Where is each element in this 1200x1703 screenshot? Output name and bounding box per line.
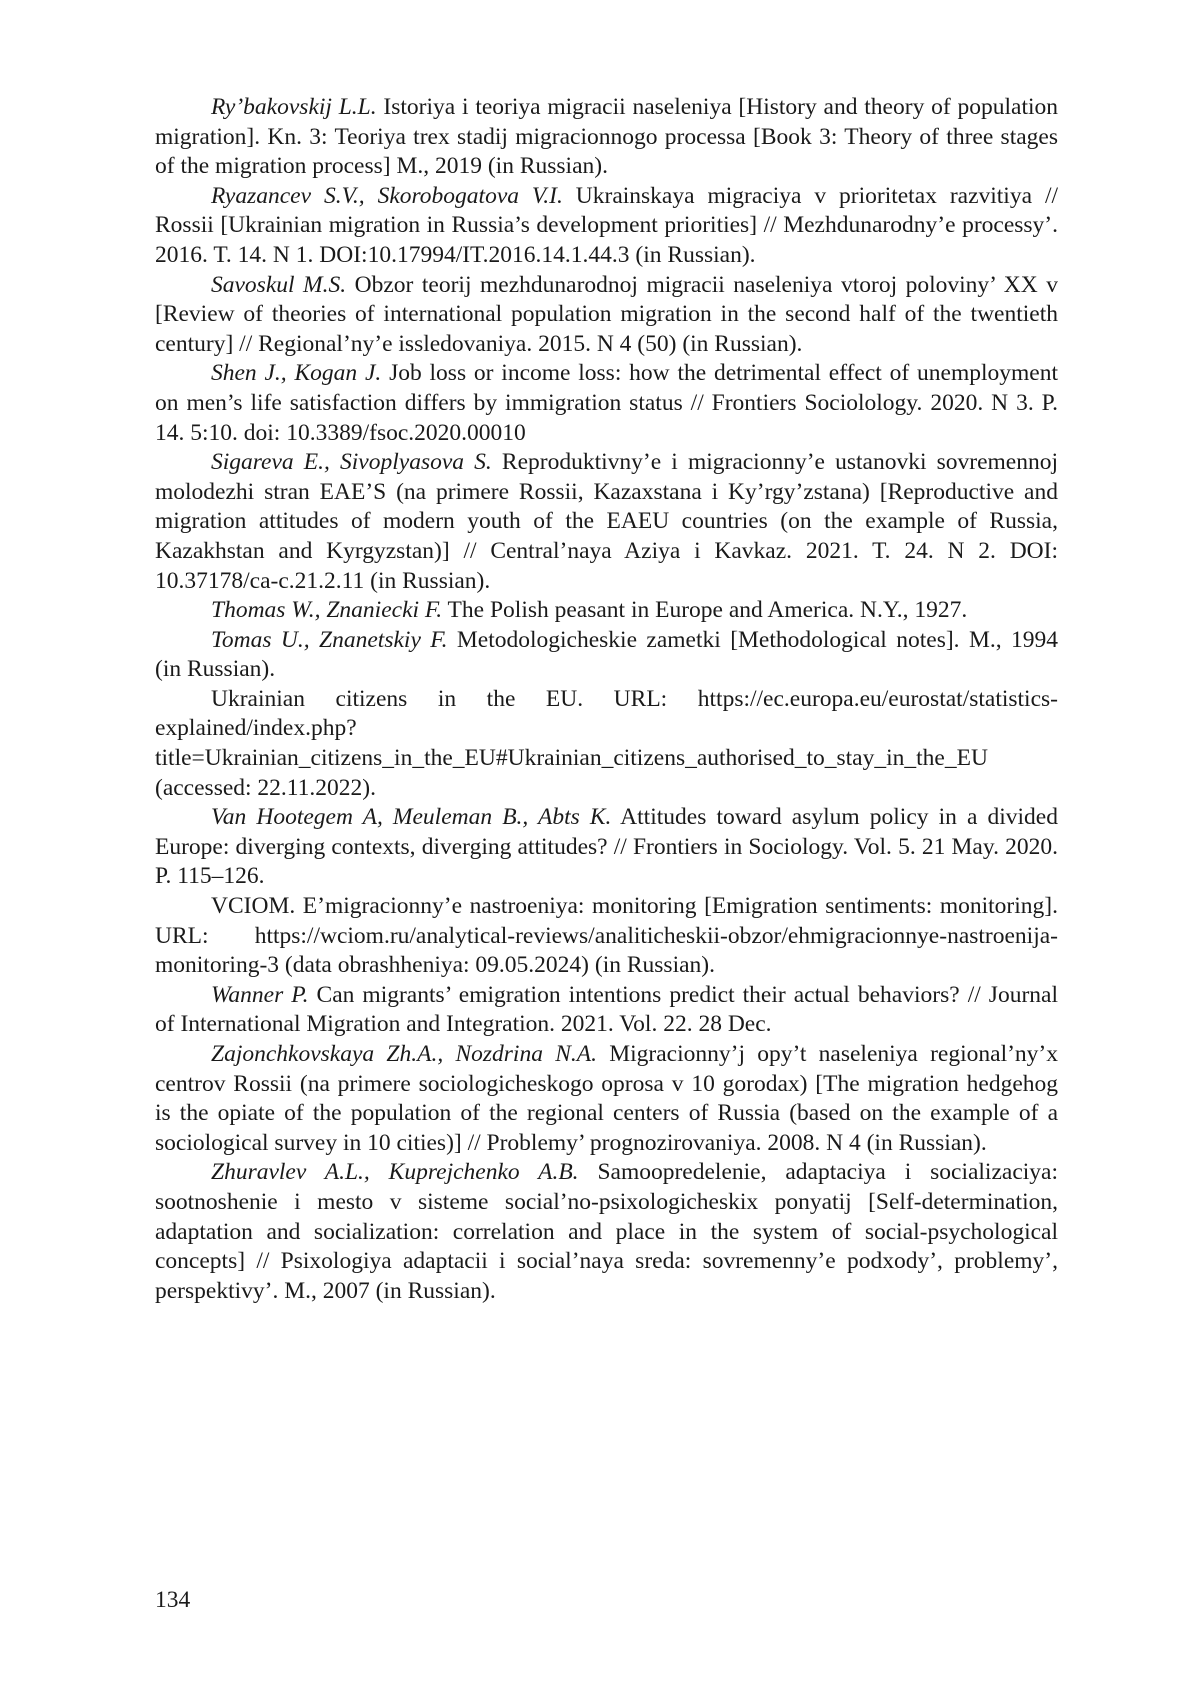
reference-entry <box>155 271 1058 360</box>
reference-text: Obzor teorij mezhdunarodnoj migracii naseleniya vtoroj poloviny’ XX v [Review of theories of international population migration in the second half of the twentieth century] // Regional’ny’e issledovaniya. 2015. N 4 (50) (in Russian). <box>155 271 1058 357</box>
reference-text: Ukrainian citizens in the EU. URL: https://ec.europa.eu/eurostat/statistics-explained/index.php?title=Ukrainian_citizens_in_the_EU#Ukrainian_citizens_authorised_to_stay_in_the_EU (accessed: 22.11.2022). <box>155 685 1058 801</box>
reference-entry <box>155 596 1058 626</box>
reference-authors: Van Hootegem A, Meuleman B., Abts K. <box>211 804 612 831</box>
reference-authors: Sigareva E., Sivoplyasova S. <box>211 449 492 476</box>
reference-authors: Wanner P. <box>211 981 309 1008</box>
reference-text: Migracionny’j opy’t naseleniya regional’ny’x centrov Rossii (na primere sociologicheskogo oprosa v 10 gorodax) [The migration hedgehog is the opiate of the population of the regional centers of Russia (based on the example of a sociological survey in 10 cities)] // Problemy’ prognozirovaniya. 2008. N 4 (in Russian). <box>155 1041 1058 1156</box>
reference-entry <box>155 359 1058 448</box>
page-number: 134 <box>155 1587 191 1613</box>
reference-authors: Savoskul M.S. <box>211 271 347 298</box>
reference-text: Metodologicheskie zametki [Methodological notes]. M., 1994 (in Russian). <box>155 626 1058 683</box>
reference-entry <box>155 685 1058 803</box>
reference-text: Istoriya i teoriya migracii naseleniya [History and theory of population migration]. Kn. 3: Teoriya trex stadij migracionnogo processa [Book 3: Theory of three stages of the migration process] M., 2019 (in Russian). <box>155 94 1059 180</box>
reference-text: Samoopredelenie, adaptaciya i socializaciya: sootnoshenie i mesto v sisteme social’no-psixologicheskix ponyatij [Self-determination, adaptation and socialization: correlation and place in the system of social-psychological concepts] // Psixologiya adaptacii i social’naya sreda: sovremenny’e podxody’, problemy’, perspektivy’. M., 2007 (in Russian). <box>155 1159 1058 1304</box>
reference-text: Can migrants’ emigration intentions predict their actual behaviors? // Journal of International Migration and Integration. 2021. Vol. 22. 28 Dec. <box>155 981 1058 1038</box>
reference-entry <box>155 981 1058 1040</box>
reference-text: Attitudes toward asylum policy in a divided Europe: diverging contexts, diverging attitudes? // Frontiers in Sociology. Vol. 5. 21 May. 2020. P. 115–126. <box>155 804 1058 890</box>
reference-entry <box>155 803 1058 892</box>
reference-authors: Zajonchkovskaya Zh.A., Nozdrina N.A. <box>211 1041 597 1067</box>
reference-entry <box>155 892 1058 981</box>
reference-text: Ukrainskaya migraciya v prioritetax razvitiya // Rossii [Ukrainian migration in Russia’s development priorities] // Mezhdunarodny’e processy’. 2016. T. 14. N 1. DOI:10.17994/IT.2016.14.1.44.3 (in Russian). <box>155 182 1059 268</box>
reference-entry <box>155 448 1058 596</box>
reference-authors: Thomas W., Znaniecki F. <box>211 597 443 624</box>
reference-authors: Ryazancev S.V., Skorobogatova V.I. <box>211 182 563 209</box>
reference-text: VCIOM. E’migracionny’e nastroeniya: monitoring [Emigration sentiments: monitoring]. URL: https://wciom.ru/analytical-reviews/analiticheskii-obzor/ehmigracionnye-nastroenija-monitoring-3 (data obrashheniya: 09.05.2024) (in Russian). <box>155 893 1058 979</box>
reference-entry <box>155 1040 1058 1158</box>
reference-list <box>155 93 1058 1306</box>
reference-authors: Ry’bakovskij L.L. <box>211 94 377 120</box>
reference-text: The Polish peasant in Europe and America. N.Y., 1927. <box>442 597 968 624</box>
reference-text: Job loss or income loss: how the detrimental effect of unemployment on men’s life satisfaction differs by immigration status // Frontiers Sociolology. 2020. N 3. P. 14. 5:10. doi: 10.3389/fsoc.2020.00010 <box>155 360 1058 446</box>
reference-authors: Shen J., Kogan J. <box>211 360 382 387</box>
reference-authors: Tomas U., Znanetskiy F. <box>211 626 448 653</box>
reference-entry <box>155 626 1058 685</box>
reference-text: Reproduktivny’e i migracionny’e ustanovki sovremennoj molodezhi stran EAE’S (na primere Rossii, Kazaxstana i Ky’rgy’zstana) [Reproductive and migration attitudes of modern youth of the EAEU countries (on the example of Russia, Kazakhstan and Kyrgyzstan)] // Central’naya Aziya i Kavkaz. 2021. T. 24. N 2. DOI: 10.37178/ca-c.21.2.11 (in Russian). <box>155 449 1059 594</box>
reference-entry <box>155 93 1058 182</box>
reference-authors: Zhuravlev A.L., Kuprejchenko A.B. <box>211 1159 579 1186</box>
reference-entry <box>155 182 1058 271</box>
reference-entry <box>155 1158 1058 1306</box>
